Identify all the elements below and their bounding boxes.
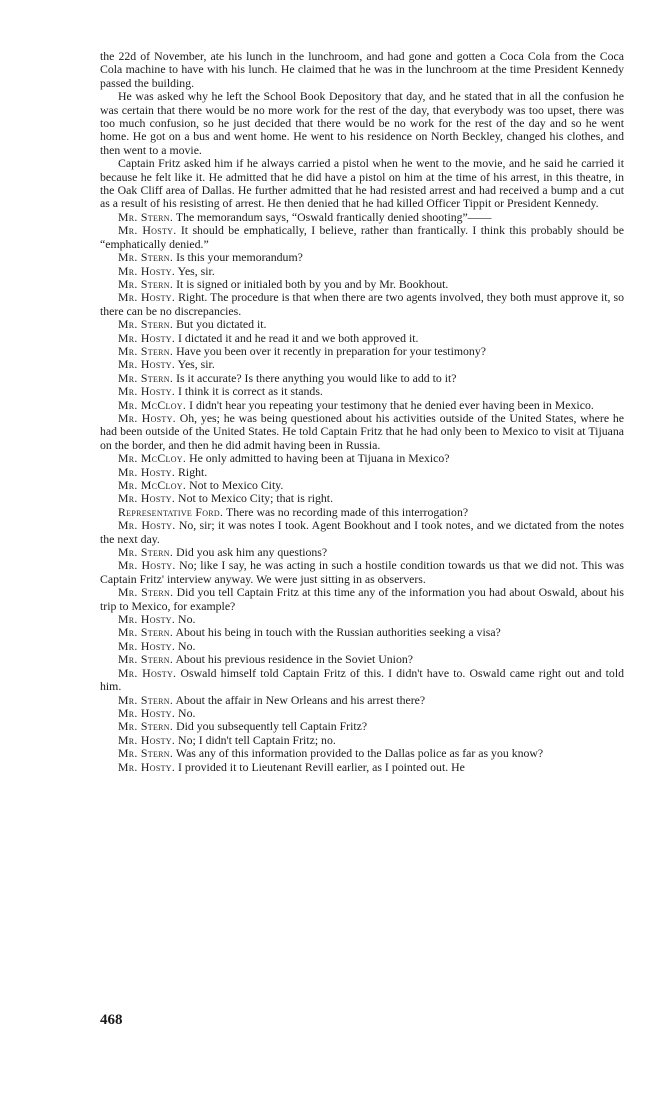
testimony-line <box>100 372 624 385</box>
paragraph-text: Right. <box>178 464 208 479</box>
speaker-name: Mr. McCloy. <box>118 397 187 412</box>
speaker-name: Mr. McCloy. <box>118 478 187 492</box>
paragraph-text: No, sir; it was notes I took. Agent Bookhout and I took notes, and we dictated from the notes the next day. <box>100 518 624 546</box>
testimony-line <box>100 345 624 358</box>
paragraph-text: Was any of this information provided to the Dallas police as far as you know? <box>175 746 544 761</box>
paragraph-text: Did you tell Captain Fritz at this time any of the information you had about Oswald, about his trip to Mexico, for example? <box>100 585 625 613</box>
speaker-name: Mr. Stern. <box>118 250 174 265</box>
speaker-name: Mr. Hosty. <box>118 223 177 238</box>
testimony-line <box>100 291 624 318</box>
speaker-name: Mr. Hosty. <box>118 384 176 399</box>
paragraph-text: About his being in touch with the Russian authorities seeking a visa? <box>175 625 501 640</box>
speaker-name: Mr. Hosty. <box>118 759 176 774</box>
testimony-line <box>100 278 624 291</box>
paragraph-text: Oh, yes; he was being questioned about his activities outside of the United States, where he had been outside of the United States. He told Captain Fritz that he had only been to Mexico to visit at Tijuana on the border, and then he did admit having been in Russia. <box>100 410 624 452</box>
testimony-line <box>100 519 624 546</box>
testimony-line <box>100 694 624 707</box>
speaker-name: Mr. Hosty. <box>118 357 176 372</box>
paragraph-text: No. <box>178 705 196 720</box>
paragraph-text: No. <box>178 638 196 653</box>
speaker-name: Mr. Hosty. <box>118 330 176 345</box>
paragraph-text: There was no recording made of this interrogation? <box>226 504 469 519</box>
testimony-line <box>100 265 624 278</box>
speaker-name: Representative Ford. <box>118 504 224 519</box>
speaker-name: Mr. Stern. <box>118 545 174 560</box>
speaker-name: Mr. Hosty. <box>118 665 177 680</box>
speaker-name: Mr. Hosty. <box>118 290 176 305</box>
paragraph-text: No. <box>178 612 196 627</box>
speaker-name: Mr. Hosty. <box>118 732 176 747</box>
narrative-paragraph <box>100 90 624 157</box>
paragraph-text: I didn't hear you repeating your testimony that he denied ever having been in Mexico. <box>189 397 594 412</box>
paragraph-text: He was asked why he left the School Book Depository that day, and he stated that in all the confusion he was certain that there would be no more work for the rest of the day, that everybody was too upset, there was too much confusion, so he just decided that there would be no work for the rest of the day and so he went home. He got on a bus and went home. He went to his residence on North Beckley, changed his clothes, and then went to a movie. <box>100 89 624 157</box>
speaker-name: Mr. Hosty. <box>118 464 176 479</box>
testimony-line <box>100 412 624 452</box>
testimony-line <box>100 559 624 586</box>
narrative-paragraph <box>100 50 624 90</box>
paragraph-text: Did you subsequently tell Captain Fritz? <box>176 719 368 734</box>
speaker-name: Mr. Hosty. <box>118 518 176 533</box>
speaker-name: Mr. Hosty. <box>118 491 176 506</box>
paragraph-text: Is this your memorandum? <box>176 250 303 265</box>
paragraph-text: It is signed or initialed both by you and by Mr. Bookhout. <box>176 276 449 291</box>
testimony-line <box>100 734 624 747</box>
testimony-line <box>100 761 624 774</box>
speaker-name: Mr. Stern. <box>118 209 174 224</box>
testimony-line <box>100 211 624 224</box>
testimony-line <box>100 358 624 371</box>
paragraph-text: Did you ask him any questions? <box>176 545 328 560</box>
paragraph-text: It should be emphatically, I believe, rather than frantically. I think this probably should be “emphatically denied.” <box>100 223 624 251</box>
testimony-line <box>100 506 624 519</box>
paragraph-text: I provided it to Lieutenant Revill earlier, as I pointed out. He <box>178 759 465 774</box>
paragraph-text: I think it is correct as it stands. <box>178 384 323 399</box>
paragraph-text: He only admitted to having been at Tijuana in Mexico? <box>189 451 450 466</box>
paragraph-text: No; like I say, he was acting in such a hostile condition towards us that we did not. This was Captain Fritz' interview anyway. We were just sitting in as observers. <box>100 558 624 586</box>
testimony-line <box>100 466 624 479</box>
speaker-name: Mr. Hosty. <box>118 705 176 720</box>
testimony-line <box>100 224 624 251</box>
speaker-name: Mr. Stern. <box>118 625 174 640</box>
paragraph-text: Captain Fritz asked him if he always carried a pistol when he went to the movie, and he said he carried it because he felt like it. He admitted that he did have a pistol on him at the time of his arrest, in this theatre, in the Oak Cliff area of Dallas. He further admitted that he had resisted arrest and had received a bump and a cut as a result of his resisting of arrest. He then denied that he had killed Officer Tippit or President Kennedy. <box>100 156 624 211</box>
speaker-name: Mr. Stern. <box>118 719 174 734</box>
testimony-line <box>100 385 624 398</box>
narrative-paragraph <box>100 157 624 211</box>
paragraph-text: Yes, sir. <box>177 263 215 278</box>
testimony-line <box>100 626 624 639</box>
testimony-line <box>100 707 624 720</box>
testimony-line <box>100 546 624 559</box>
paragraph-text: About his previous residence in the Soviet Union? <box>175 652 413 667</box>
speaker-name: Mr. Stern. <box>118 317 174 332</box>
paragraph-text: About the affair in New Orleans and his arrest there? <box>175 692 426 707</box>
paragraph-text: I dictated it and he read it and we both approved it. <box>178 330 419 345</box>
speaker-name: Mr. Stern. <box>118 692 174 707</box>
speaker-name: Mr. Stern. <box>118 585 174 600</box>
speaker-name: Mr. Stern. <box>118 652 174 667</box>
speaker-name: Mr. Hosty. <box>118 263 176 278</box>
speaker-name: Mr. Hosty. <box>118 558 176 573</box>
paragraph-text: Right. The procedure is that when there are two agents involved, they both must approve it, so there can be no discrepancies. <box>100 290 624 318</box>
speaker-name: Mr. Hosty. <box>118 612 176 627</box>
testimony-line <box>100 613 624 626</box>
testimony-line <box>100 586 624 613</box>
testimony-line <box>100 720 624 733</box>
paragraph-text: Oswald himself told Captain Fritz of this. I didn't have to. Oswald came right out and told him. <box>100 665 624 694</box>
testimony-line <box>100 318 624 331</box>
speaker-name: Mr. Hosty. <box>118 638 176 653</box>
paragraph-text: No; I didn't tell Captain Fritz; no. <box>178 732 336 747</box>
paragraph-text: Not to Mexico City; that is right. <box>178 491 334 506</box>
paragraph-text: Not to Mexico City. <box>189 478 284 492</box>
transcript-page <box>100 50 624 774</box>
paragraph-text: Yes, sir. <box>177 357 215 372</box>
testimony-line <box>100 251 624 264</box>
speaker-name: Mr. McCloy. <box>118 451 187 466</box>
speaker-name: Mr. Stern. <box>118 276 174 291</box>
paragraph-text: Is it accurate? Is there anything you would like to add to it? <box>176 370 457 385</box>
paragraph-text: The memorandum says, “Oswald frantically denied shooting”—— <box>175 209 492 224</box>
paragraph-text: Have you been over it recently in preparation for your testimony? <box>176 343 486 358</box>
testimony-line <box>100 492 624 505</box>
page-number: 468 <box>100 1012 123 1028</box>
testimony-line <box>100 747 624 760</box>
testimony-line <box>100 479 624 492</box>
testimony-line <box>100 653 624 666</box>
testimony-line <box>100 332 624 345</box>
testimony-line <box>100 452 624 465</box>
speaker-name: Mr. Hosty. <box>118 410 176 425</box>
testimony-line <box>100 667 624 694</box>
paragraph-text: But you dictated it. <box>176 317 267 332</box>
speaker-name: Mr. Stern. <box>118 343 174 358</box>
testimony-line <box>100 399 624 412</box>
paragraph-text: the 22d of November, ate his lunch in the lunchroom, and had gone and gotten a Coca Cola from the Coca Cola machine to have with his lunch. He claimed that he was in the lunchroom at the time President Kennedy passed the building. <box>100 49 624 90</box>
testimony-line <box>100 640 624 653</box>
speaker-name: Mr. Stern. <box>118 370 174 385</box>
speaker-name: Mr. Stern. <box>118 746 174 761</box>
